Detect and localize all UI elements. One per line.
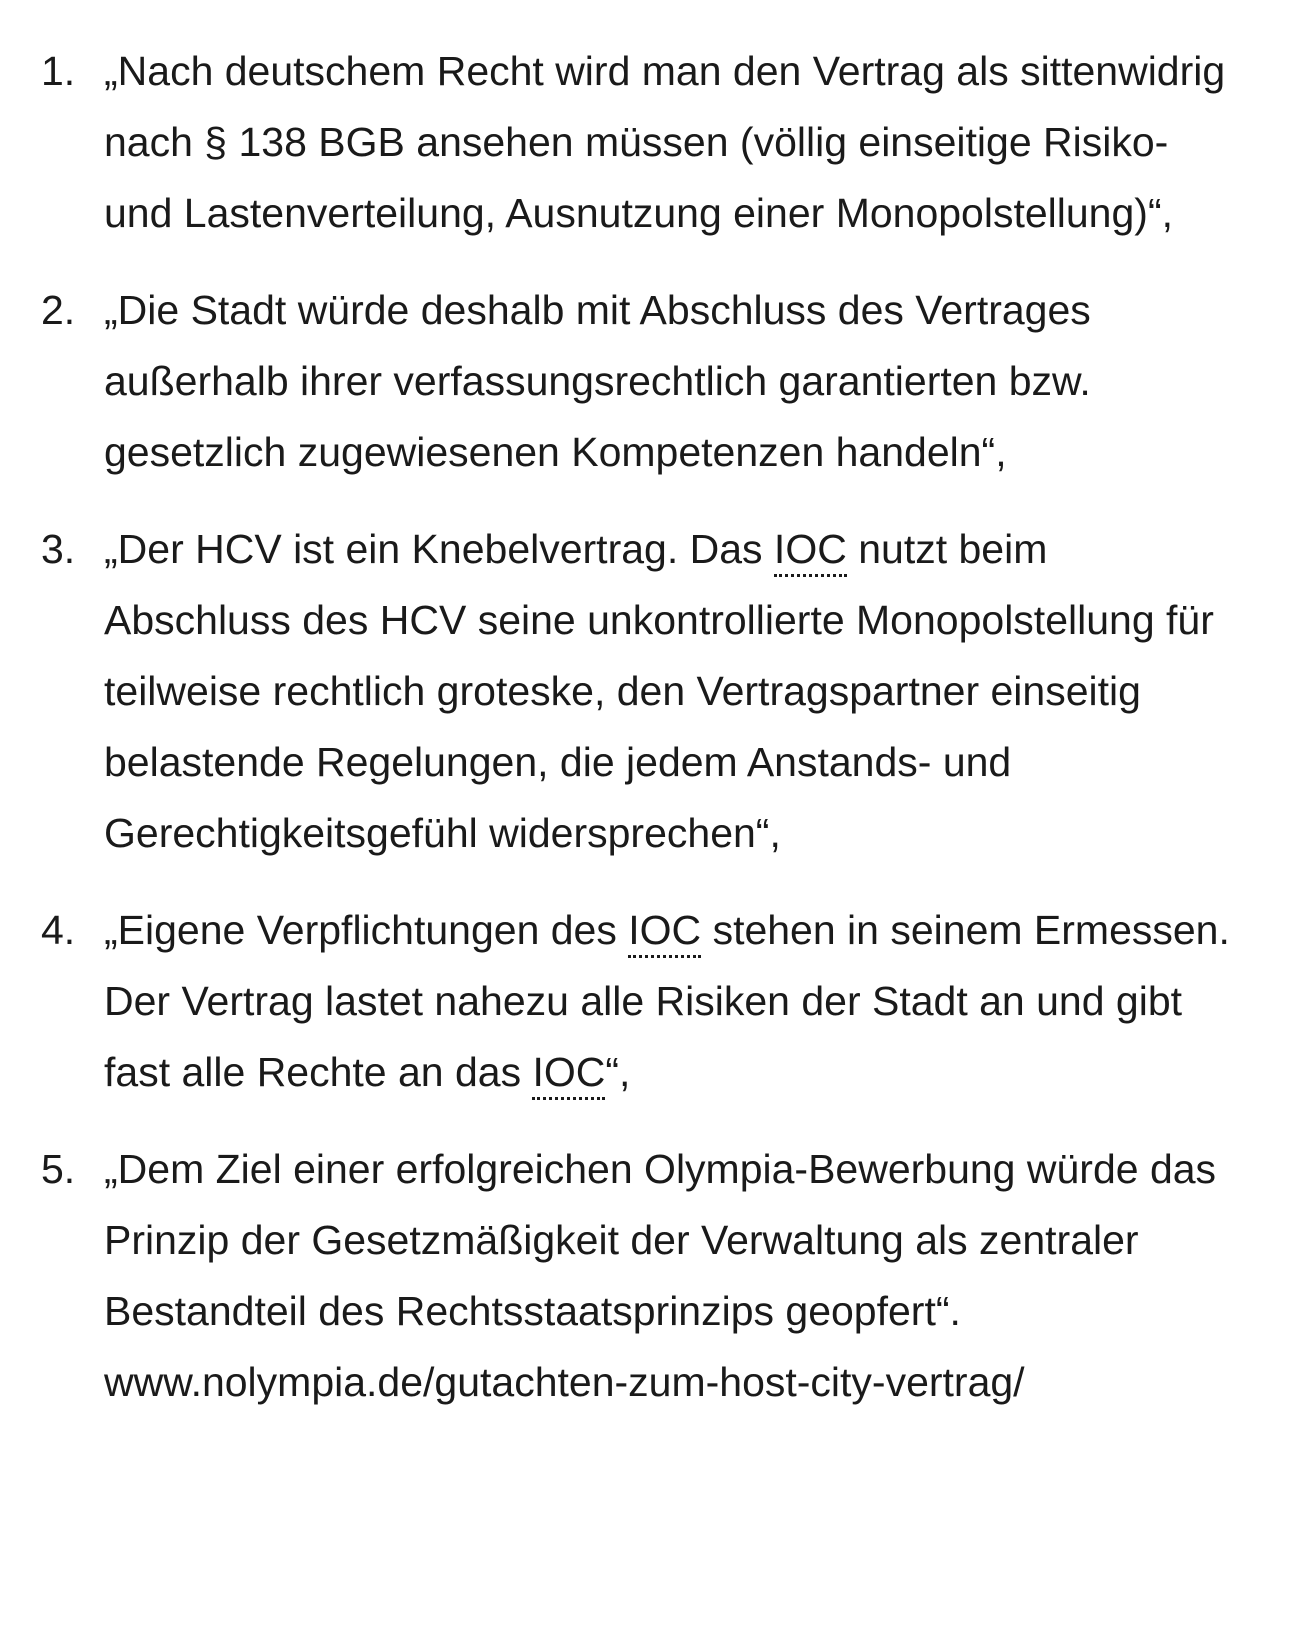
list-number: 5. bbox=[41, 1146, 76, 1192]
list-item-text-c: “, bbox=[605, 1049, 631, 1095]
ioc-abbreviation[interactable]: IOC bbox=[774, 526, 847, 577]
list-number: 2. bbox=[41, 287, 76, 333]
list-item-text: „Nach deutschem Recht wird man den Vertrag als sittenwidrig nach § 138 BGB ansehen müssen (völlig einseitige Risiko- und Lastenverteilung, Ausnutzung einer Monopolstellung)“, bbox=[104, 48, 1226, 236]
list-item-5 bbox=[0, 1134, 1230, 1418]
ioc-abbreviation[interactable]: IOC bbox=[628, 907, 701, 958]
list-item-2 bbox=[0, 275, 1230, 488]
list-number: 1. bbox=[41, 48, 76, 94]
list-number: 3. bbox=[41, 526, 76, 572]
list-item-text: „Dem Ziel einer erfolgreichen Olympia-Bewerbung würde das Prinzip der Gesetzmäßigkeit der Verwaltung als zentraler Bestandteil des Rechtsstaatsprinzips geopfert“. bbox=[104, 1146, 1217, 1334]
list-item-text-b: stehen in seinem Ermessen. Der Vertrag lastet nahezu alle Risiken der Stadt an und gibt fast alle Rechte an das bbox=[104, 907, 1230, 1095]
list-item-text: „Die Stadt würde deshalb mit Abschluss des Vertrages außerhalb ihrer verfassungsrechtlich garantierten bzw. gesetzlich zugewiesenen Kompetenzen handeln“, bbox=[104, 287, 1091, 475]
ioc-abbreviation[interactable]: IOC bbox=[532, 1049, 605, 1100]
list-item-text-a: „Der HCV ist ein Knebelvertrag. Das bbox=[104, 526, 774, 572]
list-number: 4. bbox=[41, 907, 76, 953]
list-item-4 bbox=[0, 895, 1230, 1108]
source-url: www.nolympia.de/gutachten-zum-host-city-vertrag/ bbox=[104, 1359, 1025, 1405]
list-item-text-b: nutzt beim Abschluss des HCV seine unkontrollierte Monopolstellung für teilweise rechtlich groteske, den Vertragspartner einseitig belastende Regelungen, die jedem Anstands- und Gerechtigkeitsgefühl widersprechen“, bbox=[104, 526, 1214, 856]
list-item-3 bbox=[0, 514, 1230, 869]
list-item-1 bbox=[0, 36, 1230, 249]
list-item-text-a: „Eigene Verpflichtungen des bbox=[104, 907, 629, 953]
